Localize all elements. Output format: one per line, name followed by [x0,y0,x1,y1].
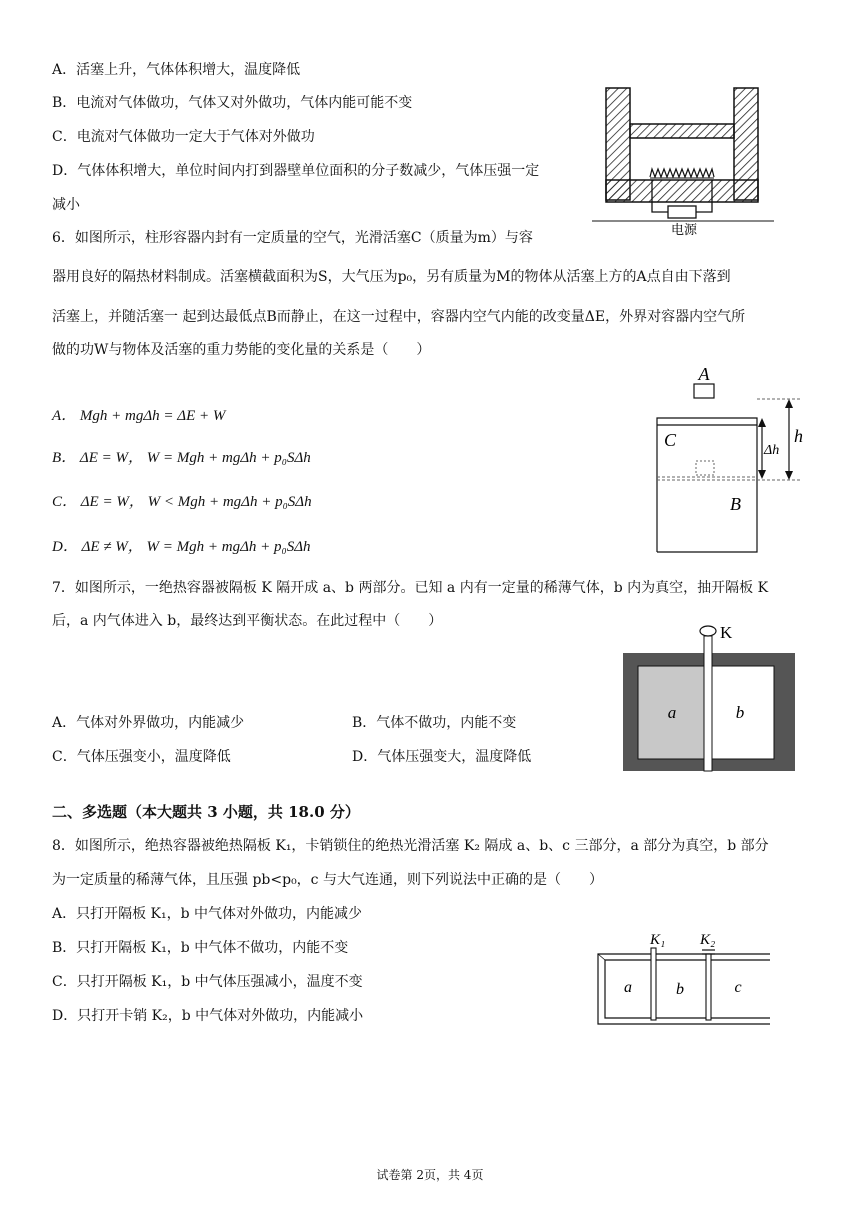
q6-option-a: A． Mgh + mgΔh = ΔE + W [52,408,226,424]
region-c-label: c [734,979,742,996]
q5-option-c: C．电流对气体做功一定大于气体对外做功 [52,129,315,145]
q5-option-d: D．气体体积增大，单位时间内打到器壁单位面积的分子数减少，气体压强一定 [52,163,540,179]
q8-option-a: A．只打开隔板 K₁，b 中气体对外做功，内能减少 [52,906,363,922]
power-source-label: 电源 [670,222,698,237]
q6-option-d: D． ΔE ≠ W， W = Mgh + mgΔh + p₀SΔh [52,539,311,555]
q8-option-b: B．只打开隔板 K₁，b 中气体不做功，内能不变 [52,940,349,956]
q7-stem-line2: 后，a 内气体进入 b，最终达到平衡状态。在此过程中（ ） [52,613,443,629]
q7-container-figure [620,622,800,774]
q7-option-a: A．气体对外界做功，内能减少 [52,715,245,731]
q5-option-a: A．活塞上升，气体体积增大，温度降低 [52,62,301,78]
region-b-label: b [735,703,745,722]
q6-stem-line1: 6．如图所示，柱形容器内封有一定质量的空气，光滑活塞C（质量为m）与容 [52,230,533,246]
partition-k-label: K [720,623,733,642]
q6-option-c: C． ΔE = W， W < Mgh + mgΔh + p₀SΔh [52,494,312,510]
q8-container-figure [592,928,782,1028]
q5-heater-figure [588,84,778,239]
region-b-label: b [676,981,684,998]
q6-piston-figure [650,362,810,557]
q6-stem-line4: 做的功W与物体及活塞的重力势能的变化量的关系是（ ） [52,342,431,358]
region-a-label: a [667,703,677,722]
q8-stem-line1: 8．如图所示，绝热容器被绝热隔板 K₁，卡销锁住的绝热光滑活塞 K₂ 隔成 a、b、c 三部分，a 部分为真空，b 部分 [52,838,769,854]
q7-option-b: B．气体不做功，内能不变 [352,715,517,731]
q7-stem-line1: 7．如图所示，一绝热容器被隔板 K 隔开成 a、b 两部分。已知 a 内有一定量的稀薄气体，b 内为真空，抽开隔板 K [52,580,769,596]
q5-option-d-cont: 减小 [52,197,80,213]
piston-c-label: C [664,430,677,450]
q5-option-b: B．电流对气体做功，气体又对外做功，气体内能可能不变 [52,95,413,111]
h-label: h [794,426,803,446]
q6-stem-line3: 活塞上，并随活塞一 起到达最低点B而静止，在这一过程中，容器内空气内能的改变量ΔE，外界对容器内空气所 [52,309,746,325]
region-a-label: a [624,979,632,996]
point-b-label: B [730,494,741,514]
page-footer: 试卷第 2页，共 4页 [376,1168,484,1182]
q8-option-c: C．只打开隔板 K₁，b 中气体压强减小，温度不变 [52,974,363,990]
q6-option-b: B． ΔE = W， W = Mgh + mgΔh + p₀SΔh [52,450,311,466]
delta-h-label: Δh [764,443,780,458]
section-title: 二、多选题（本大题共 3 小题，共 18.0 分） [52,803,360,821]
q8-stem-line2: 为一定质量的稀薄气体，且压强 pb<p₀，c 与大气连通，则下列说法中正确的是（ ） [52,872,603,888]
k1-label: K₁ [650,932,666,948]
q8-option-d: D．只打开卡销 K₂，b 中气体对外做功，内能减小 [52,1008,364,1024]
point-a-label: A [698,364,710,384]
q7-option-d: D．气体压强变大，温度降低 [352,749,532,765]
q6-stem-line2: 器用良好的隔热材料制成。活塞横截面积为S，大气压为p₀，另有质量为M的物体从活塞上方的A点自由下落到 [52,269,731,285]
k2-label: K₂ [700,932,716,948]
q7-option-c: C．气体压强变小，温度降低 [52,749,231,765]
